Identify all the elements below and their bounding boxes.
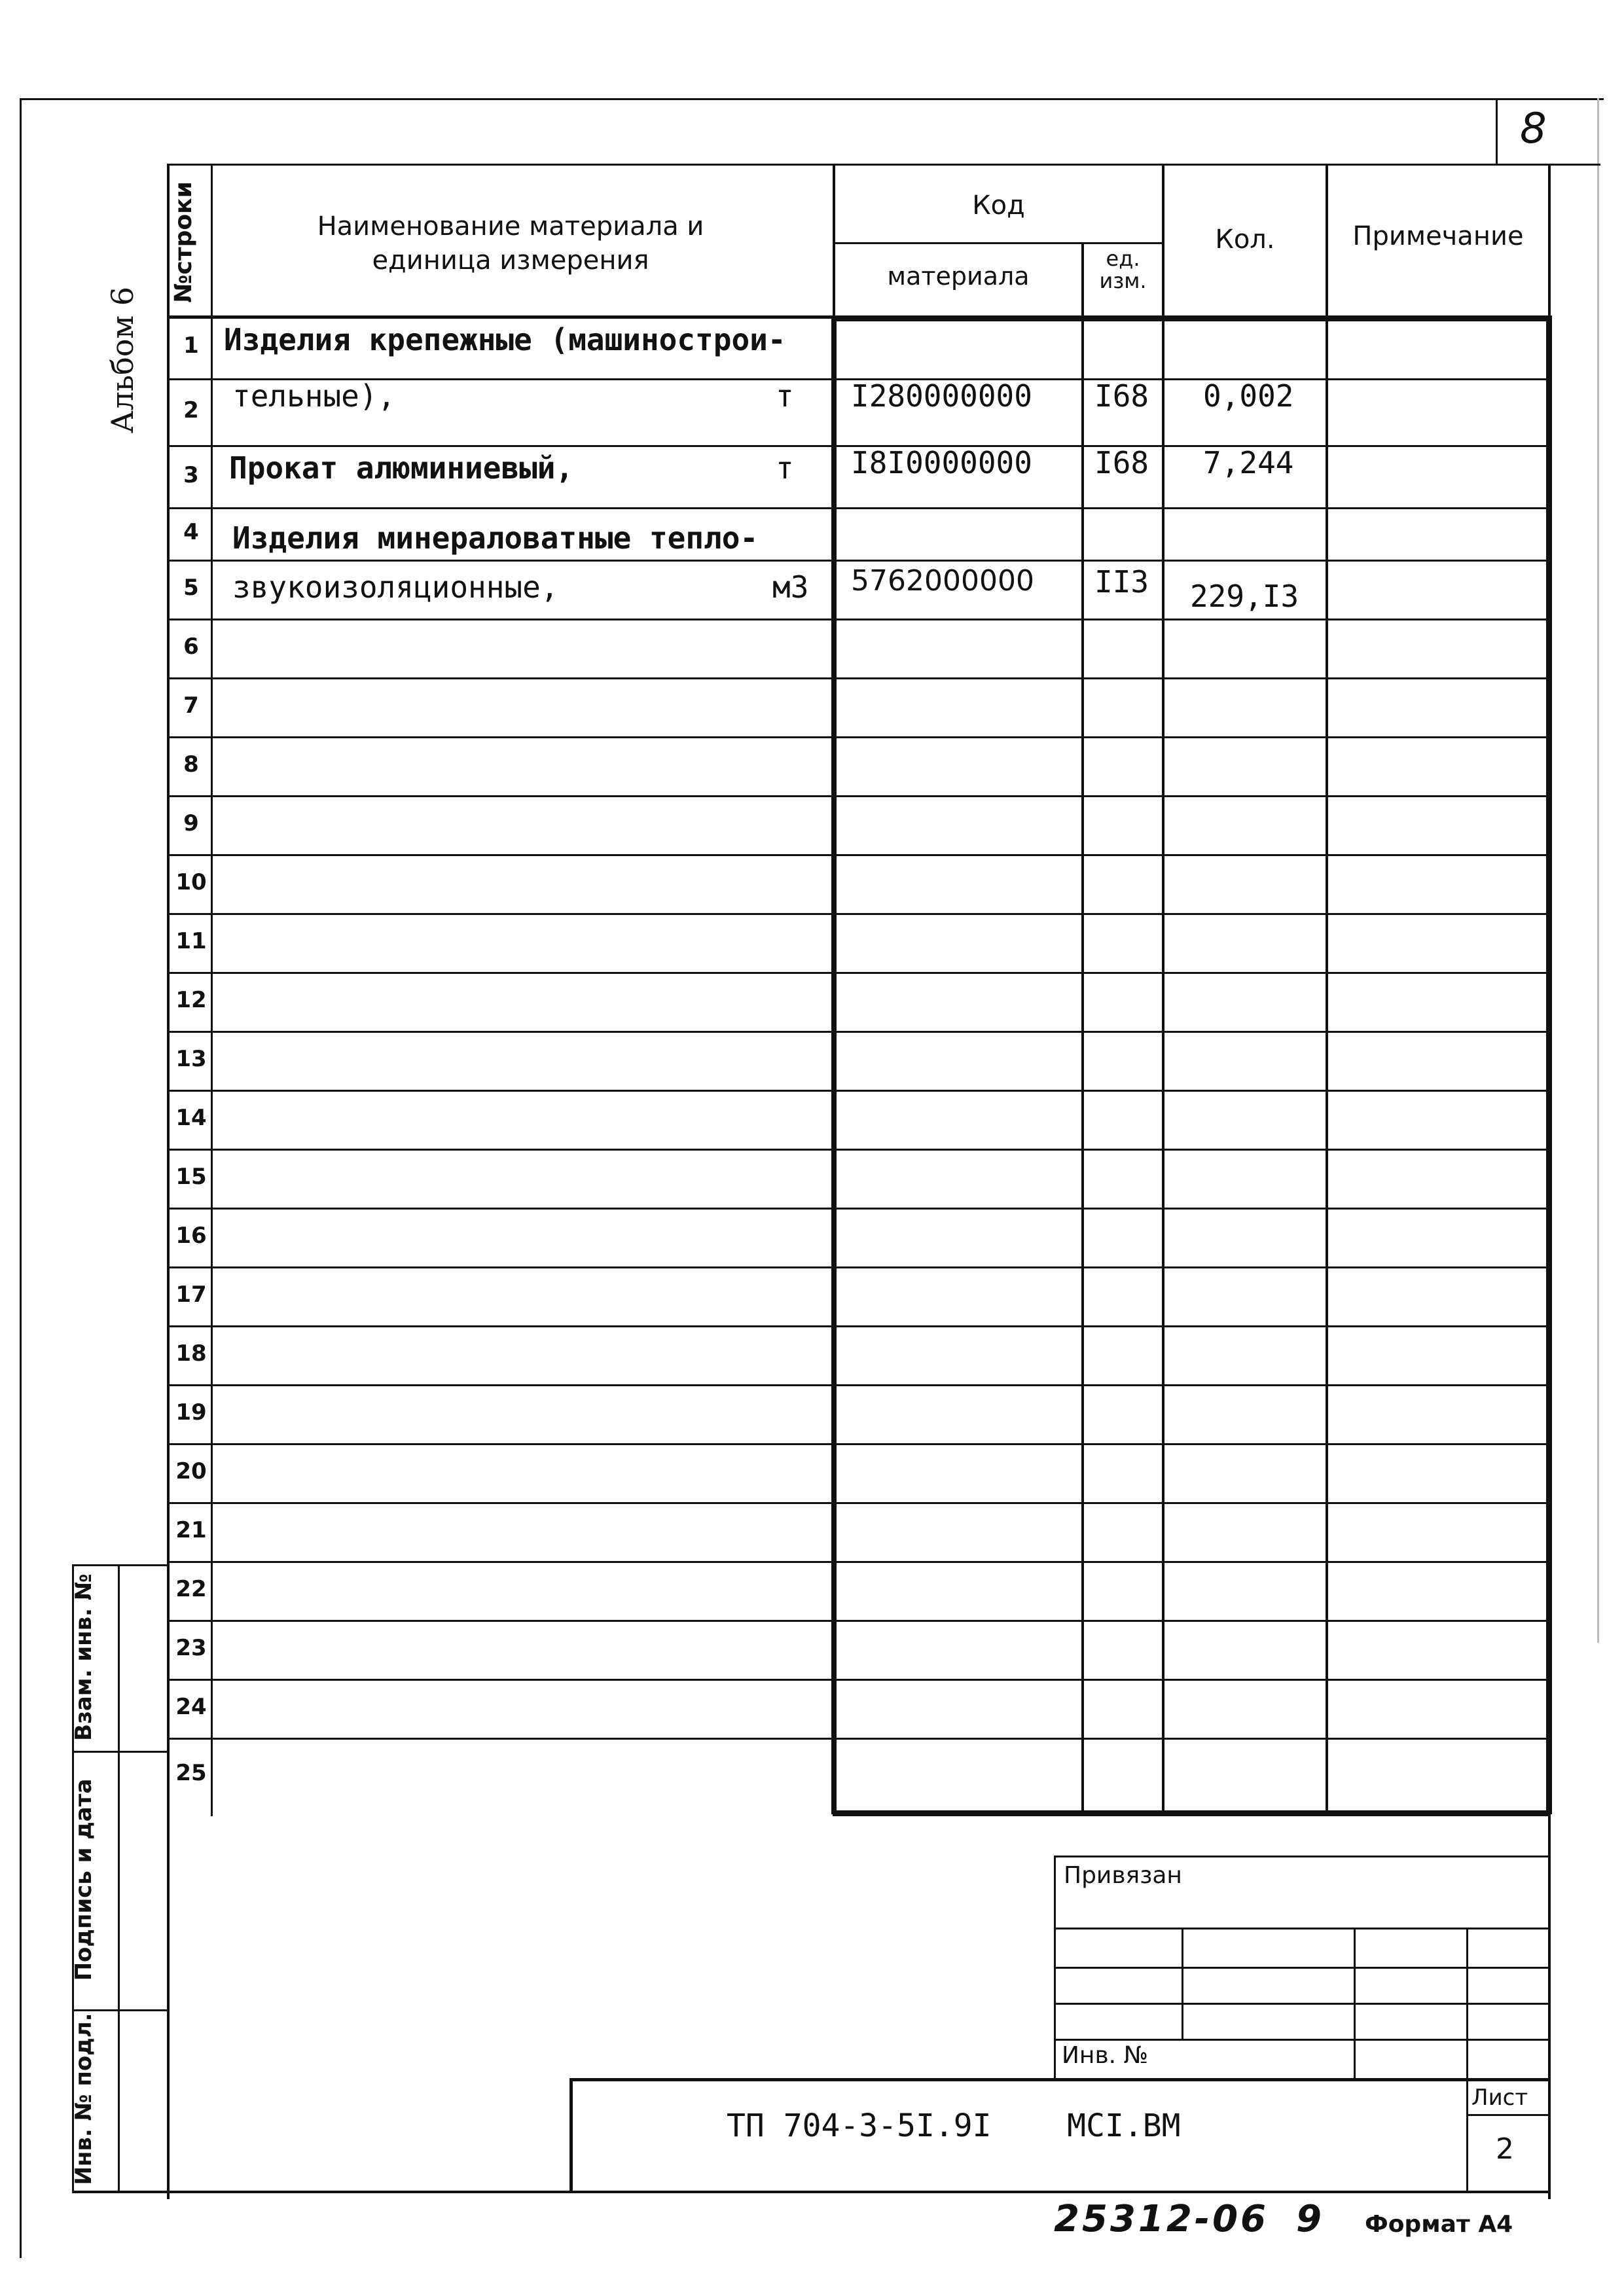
row-number: 6 (183, 634, 199, 660)
row-divider (167, 1090, 1548, 1092)
row-number: 19 (175, 1399, 207, 1426)
row-divider (167, 1738, 1548, 1740)
row-number: 1 (183, 332, 199, 359)
row-divider (167, 736, 1548, 738)
stamp-strip-div1 (72, 1751, 169, 1753)
row-3-name: Прокат алюминиевый, (229, 450, 574, 486)
row-number: 16 (175, 1223, 207, 1249)
row-3-unit-code: I68 (1094, 445, 1149, 480)
row-divider (167, 1031, 1548, 1033)
header-code-material: материала (887, 262, 1030, 291)
stamp-strip-bottom (72, 2191, 1551, 2193)
header-note: Примечание (1352, 221, 1524, 251)
row-number: 15 (175, 1164, 207, 1190)
row-number: 12 (175, 987, 207, 1013)
row-number: 2 (183, 397, 199, 423)
tb-list-number: 2 (1496, 2132, 1514, 2166)
row-2-unit: т (776, 378, 794, 414)
row-3-qty: 7,244 (1203, 445, 1294, 480)
stamp-podpis-data: Подпись и дата (71, 1778, 97, 1981)
album-label: Альбом 6 (105, 286, 140, 434)
row-divider (167, 507, 1548, 509)
tb-grid-v3 (1466, 1928, 1468, 2193)
thick-box-bottom (833, 1810, 1551, 1816)
tb-privyazan-label: Привязан (1064, 1862, 1182, 1889)
header-qty: Кол. (1215, 224, 1275, 255)
row-divider (167, 1149, 1548, 1151)
row-number: 10 (175, 869, 207, 895)
row-divider (167, 1384, 1548, 1386)
row-divider (167, 677, 1548, 679)
row-number: 3 (183, 461, 199, 488)
tb-list-label: Лист (1471, 2085, 1528, 2111)
row-5-name: звукоизоляционные, (232, 569, 559, 605)
tb-privyazan-top (1054, 1856, 1551, 1857)
row-number: 14 (175, 1105, 207, 1131)
tb-doc-code: ТП 704-3-5I.9I МСI.ВМ (727, 2108, 1181, 2144)
row-divider (167, 1443, 1548, 1445)
row-1-name: Изделия крепежные (машинострои- (224, 322, 786, 357)
tb-grid-v2 (1354, 1928, 1356, 2081)
row-number: 13 (175, 1046, 207, 1072)
corner-box-left (1496, 98, 1498, 164)
row-number: 21 (175, 1517, 207, 1543)
header-row-no: №строки (170, 181, 197, 303)
tb-grid-h1 (1054, 1928, 1551, 1929)
header-name: Наименование материала и единица измерения (317, 211, 704, 276)
code-material-right-line (1081, 242, 1084, 1816)
row-divider (167, 1208, 1548, 1210)
row-5-unit-code: II3 (1094, 564, 1149, 600)
row-3-unit: т (776, 450, 794, 486)
code-sub-divider (833, 242, 1162, 244)
row-divider (167, 795, 1548, 797)
header-code-unit: ед. изм. (1099, 246, 1147, 293)
row-number: 23 (175, 1635, 207, 1661)
tb-main-left (569, 2078, 573, 2193)
row-divider (167, 1325, 1548, 1327)
row-number: 8 (183, 751, 199, 778)
tb-grid-h4 (1054, 2039, 1551, 2041)
tb-inv-no-label: Инв. № (1062, 2042, 1149, 2069)
row-number: 7 (183, 692, 199, 719)
stamp-strip-top (72, 1564, 169, 1566)
stamp-vzam-inv: Взам. инв. № (71, 1573, 97, 1741)
top-rule (167, 164, 1600, 166)
row-5-unit: м3 (772, 569, 809, 605)
row-number: 9 (183, 810, 199, 836)
frame-top (20, 98, 1604, 100)
row-divider (167, 854, 1548, 856)
row-3-code: I8I0000000 (851, 445, 1032, 480)
unit-right-line (1162, 164, 1164, 1816)
row-number: 25 (175, 1759, 207, 1786)
thick-name-top (167, 315, 835, 319)
tb-grid-h2 (1054, 1967, 1551, 1969)
row-number: 20 (175, 1458, 207, 1484)
row-5-code: 5762000000 (851, 564, 1034, 598)
corner-box-right (1597, 98, 1599, 1643)
row-number: 18 (175, 1340, 207, 1367)
row-5-qty: 229,I3 (1190, 579, 1299, 614)
thick-box-right (1546, 315, 1552, 1814)
header-code: Код (972, 190, 1025, 221)
row-number: 24 (175, 1694, 207, 1720)
row-divider (167, 972, 1548, 974)
corner-sheet-number: 8 (1520, 105, 1547, 153)
row-2-qty: 0,002 (1203, 378, 1294, 414)
row-divider (167, 1620, 1548, 1622)
row-2-unit-code: I68 (1094, 378, 1149, 414)
row-divider (167, 1561, 1548, 1563)
thick-box-left (831, 315, 837, 1814)
tb-grid-v1 (1182, 1928, 1183, 2039)
frame-left (20, 98, 22, 2258)
row-number: 17 (175, 1282, 207, 1308)
tb-main-top (569, 2078, 1551, 2081)
footer-handwritten-number: 25312-06 (1054, 2198, 1269, 2240)
thick-box-top (833, 315, 1551, 321)
qty-right-line (1326, 164, 1328, 1816)
row-number: 4 (183, 519, 199, 545)
row-divider (167, 1679, 1548, 1681)
row-2-code: I280000000 (851, 378, 1032, 414)
row-number: 5 (183, 575, 199, 601)
row-divider (167, 913, 1548, 915)
stamp-strip-mid (118, 1564, 120, 2193)
row-number: 11 (175, 928, 207, 954)
footer-format: Формат А4 (1365, 2211, 1513, 2238)
tb-grid-h3 (1054, 2003, 1551, 2005)
footer-handwritten-number-2: 9 (1296, 2198, 1322, 2240)
row-divider (167, 1502, 1548, 1504)
row-divider (167, 1266, 1548, 1268)
row-divider (167, 560, 1548, 562)
row-number: 22 (175, 1576, 207, 1602)
stamp-inv-podl: Инв. № подл. (71, 2013, 97, 2185)
row-2-name: тельные), (232, 378, 396, 414)
tb-list-divider (1466, 2114, 1551, 2116)
row-divider (167, 619, 1548, 620)
row-4-name: Изделия минераловатные тепло- (232, 520, 759, 556)
table-left-line (167, 164, 170, 2199)
rownum-right-line (211, 164, 213, 1816)
